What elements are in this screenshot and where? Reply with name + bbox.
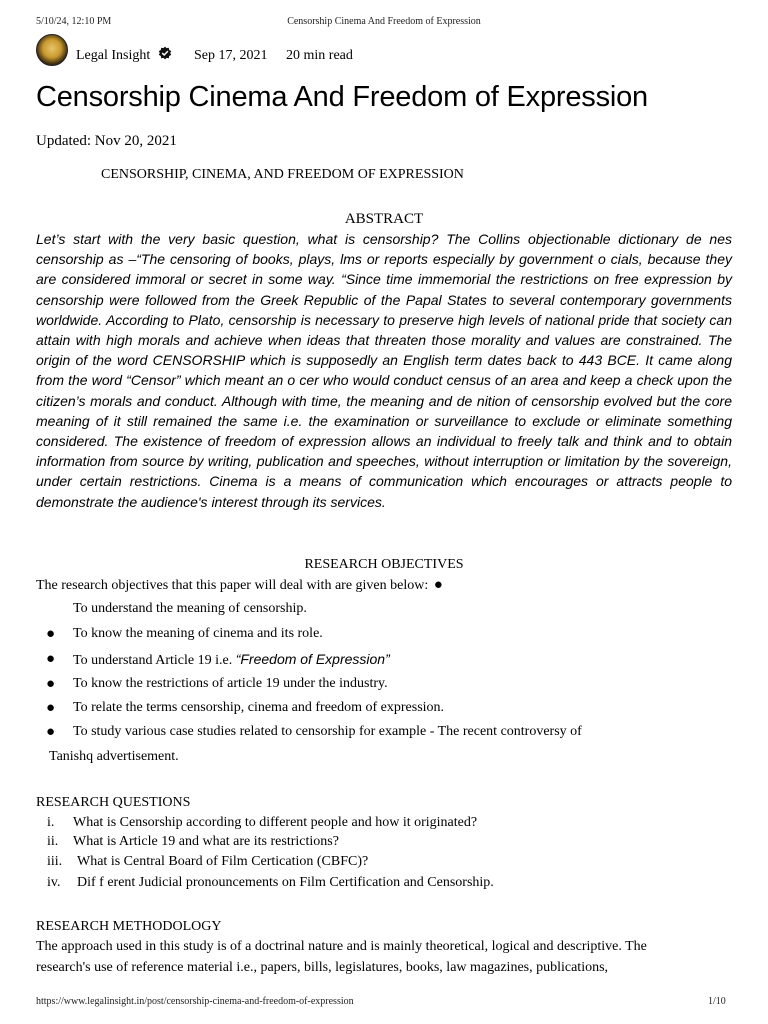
question-number: iii. xyxy=(47,854,63,869)
question-item-2: What is Article 19 and what are its restrictions? xyxy=(73,834,339,849)
question-item-3: What is Central Board of Film Certication (CBFC)? xyxy=(77,854,369,869)
questions-heading: RESEARCH QUESTIONS xyxy=(36,795,191,810)
objective-item-3-quote: “Freedom of Expression” xyxy=(235,651,390,667)
objective-item-3 xyxy=(73,651,390,669)
updated-date: Updated: Nov 20, 2021 xyxy=(36,133,177,149)
print-url[interactable]: https://www.legalinsight.in/post/censorship-cinema-and-freedom-of-expression xyxy=(36,996,354,1007)
abstract-heading: ABSTRACT xyxy=(344,211,424,227)
bullet-icon: ● xyxy=(46,724,56,740)
bullet-icon: ● xyxy=(46,651,56,667)
post-date: Sep 17, 2021 xyxy=(194,48,268,63)
question-number: ii. xyxy=(47,834,59,849)
objective-item-5: To relate the terms censorship, cinema and freedom of expression. xyxy=(73,700,445,715)
bullet-icon: ● xyxy=(46,626,56,642)
objective-item-6: To study various case studies related to censorship for example - The recent controversy of xyxy=(73,724,582,739)
question-number: i. xyxy=(47,815,55,830)
objective-item-4: To know the restrictions of article 19 under the industry. xyxy=(73,676,388,691)
objectives-intro-text: The research objectives that this paper will deal with are given below: xyxy=(36,578,429,593)
print-datetime: 5/10/24, 12:10 PM xyxy=(36,16,112,27)
methodology-line-1: The approach used in this study is of a doctrinal nature and is mainly theoretical, logical and descriptive. The xyxy=(36,939,647,954)
author-name[interactable]: Legal Insight xyxy=(76,48,151,63)
article-title: Censorship Cinema And Freedom of Expression xyxy=(36,81,648,113)
objective-item-3-text: To understand Article 19 i.e. xyxy=(73,653,233,668)
verified-badge-icon xyxy=(158,46,172,65)
bullet-icon: ● xyxy=(46,700,56,716)
objective-item-2: To know the meaning of cinema and its role. xyxy=(73,626,323,641)
methodology-line-2: research's use of reference material i.e., papers, bills, legislatures, books, law magazines, publications, xyxy=(36,960,609,975)
question-number: iv. xyxy=(47,875,61,890)
article-subtitle: CENSORSHIP, CINEMA, AND FREEDOM OF EXPRESSION xyxy=(101,167,464,182)
author-avatar[interactable] xyxy=(36,34,68,66)
question-item-4: Dif f erent Judicial pronouncements on Film Certification and Censorship. xyxy=(77,875,494,890)
objectives-intro xyxy=(36,577,443,594)
print-doc-title: Censorship Cinema And Freedom of Expression xyxy=(287,16,481,27)
objectives-heading: RESEARCH OBJECTIVES xyxy=(304,557,464,572)
page-number: 1/10 xyxy=(708,996,726,1007)
objective-item-1: To understand the meaning of censorship. xyxy=(73,601,307,616)
read-time: 20 min read xyxy=(286,48,353,63)
methodology-heading: RESEARCH METHODOLOGY xyxy=(36,919,222,934)
question-item-1: What is Censorship according to different people and how it originated? xyxy=(73,815,478,830)
abstract-paragraph: Let’s start with the very basic question, what is censorship? The Collins objectionable dictionary de nes censorship as –“The censoring of books, plays, lms or reports especially by government o cials, because they are considered immoral or secret in some way. “Since time immemorial the restrictions on free expression by censorship were followed from the Greek Republic of the Papal States to several contemporary governments worldwide. According to Plato, censorship is necessary to preserve high levels of national pride that society can attain with high morals and achieve when ideas that threaten those morality and values are constrained. The origin of the word CENSORSHIP which is supposedly an English term dates back to 443 BCE. It came along from the word “Censor” which meant an o cer who would conduct census of an area and keep a check upon the citizen’s morals and conduct. Although with time, the meaning and de nition of censorship evolved but the core meaning of it still remained the same i.e. the examination or surveillance to exclude or eliminate something considered. The existence of freedom of expression allows an individual to freely talk and think and to obtain information from source by writing, publication and speeches, without interruption or limitation by the sovereign, under certain restrictions. Cinema is a means of communication which encourages or attracts people to demonstrate the audience's interest through its services. xyxy=(36,231,732,510)
bullet-icon: ● xyxy=(433,577,443,593)
bullet-icon: ● xyxy=(46,676,56,692)
abstract-body xyxy=(36,229,732,512)
objective-item-6-continuation: Tanishq advertisement. xyxy=(49,749,179,764)
